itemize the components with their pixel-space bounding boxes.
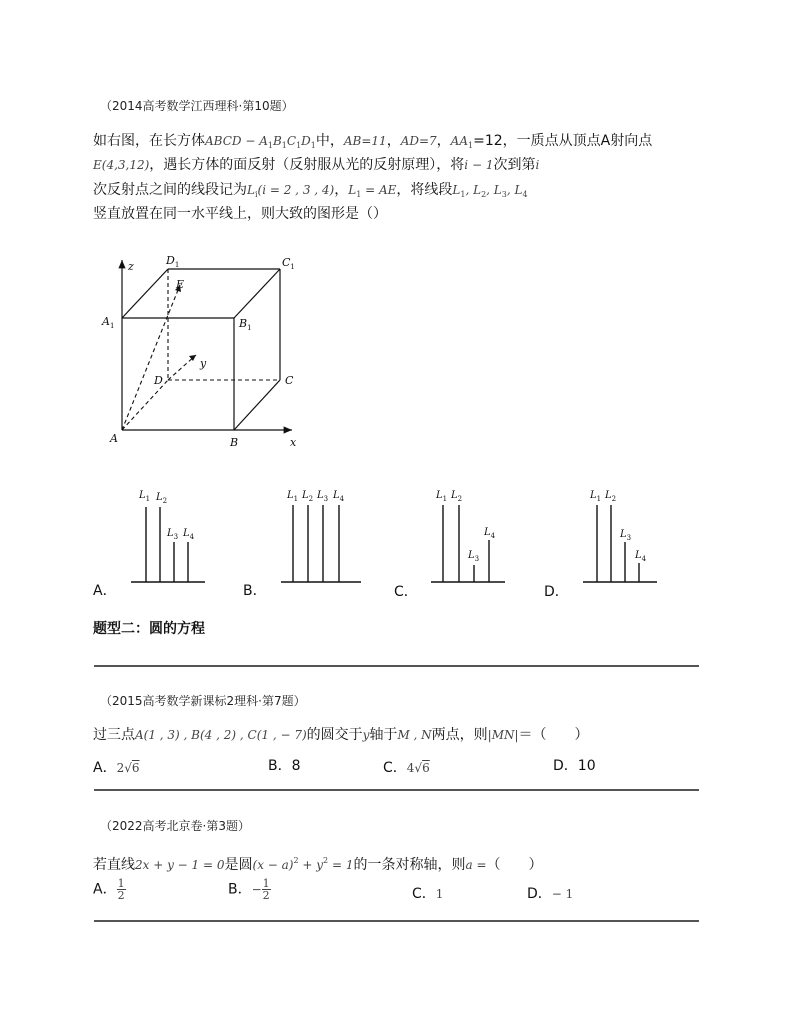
graph-a-label-l2: $L_2$	[156, 492, 168, 505]
section-title: 题型二：圆的方程	[93, 621, 205, 637]
q2-source: （2015高考数学新课标2理科·第7题）	[100, 694, 306, 708]
label-y: y	[200, 357, 207, 370]
q1-option-b[interactable]: B．	[243, 583, 267, 599]
graph-c-label-l4: $L_4$	[484, 527, 496, 540]
q1-option-d[interactable]: D．	[544, 584, 569, 600]
label-d1: $D_1$	[166, 254, 180, 269]
label-b1: $B_1$	[239, 317, 252, 332]
q3-source: （2022高考北京卷·第3题）	[100, 819, 250, 833]
q1-option-a[interactable]: A．	[93, 583, 117, 599]
graph-d-label-l4: $L_4$	[635, 550, 647, 563]
q1-line1: 如右图，在长方体ABCD − $A_1B_1C_1D_1$中，AB=11，AD=7，$AA_1=12$，一质点从顶点A射向点	[93, 133, 653, 150]
label-b: B	[230, 436, 239, 449]
graph-b-label-l4: $L_4$	[333, 490, 345, 503]
graph-b-label-l3: $L_3$	[317, 490, 329, 503]
label-e: E	[176, 278, 185, 291]
graph-a-label-l4: $L_4$	[183, 528, 195, 541]
fraction-half: $\frac{1}{2}$	[117, 877, 125, 902]
graph-labels	[138, 490, 647, 563]
q1-line4: 竖直放置在同一水平线上，则大致的图形是（）	[93, 206, 387, 222]
graph-d-label-l2: $L_2$	[605, 490, 617, 503]
graph-c-label-l2: $L_2$	[451, 490, 463, 503]
graph-a-label-l1: $L_1$	[139, 490, 151, 503]
option-graphs	[93, 480, 693, 600]
q3-option-c[interactable]: C．1	[412, 886, 444, 902]
graph-a-label-l3: $L_3$	[167, 528, 179, 541]
q3-option-d[interactable]: D．− 1	[527, 886, 574, 902]
q3-option-b[interactable]: B．− $\frac{1}{2}$	[228, 877, 270, 902]
q2-option-c[interactable]: C．4√6	[383, 760, 430, 776]
label-a: A	[110, 432, 118, 445]
q2-stem: 过三点A(1 , 3) , B(4 , 2) , C(1 , − 7)的圆交于y轴于M , N两点，则|MN|＝（ ）	[93, 727, 589, 743]
label-d: D	[154, 374, 163, 387]
graph-b-label-l1: $L_1$	[287, 490, 299, 503]
q3-stem: 若直线2x + y − 1 = 0是圆$(x - a)^2 + y^2 = 1$的一条对称轴，则a =（ ）	[93, 856, 543, 873]
q2-divider	[94, 789, 699, 791]
q1-option-c[interactable]: C．	[394, 584, 418, 600]
q2-option-d[interactable]: D．10	[553, 758, 596, 774]
label-a1: $A_1$	[102, 315, 115, 330]
q1-source: （2014高考数学江西理科·第10题）	[100, 99, 294, 113]
graph-c-label-l3: $L_3$	[468, 550, 480, 563]
fraction-neg-half: $\frac{1}{2}$	[262, 877, 270, 902]
q3-divider	[94, 920, 699, 922]
cuboid-edges	[122, 269, 280, 430]
graph-c-label-l1: $L_1$	[436, 490, 448, 503]
cuboid-figure	[100, 250, 310, 450]
box-name: ABCD − $A_1B_1C_1D_1$	[205, 134, 316, 150]
label-x: x	[290, 436, 297, 449]
graph-d-label-l1: $L_1$	[590, 490, 602, 503]
q2-option-a[interactable]: A．2√6	[93, 760, 140, 776]
q3-option-a[interactable]: A． $\frac{1}{2}$	[93, 877, 125, 902]
section-divider	[94, 665, 699, 667]
label-z: z	[128, 260, 134, 273]
graph-d-label-l3: $L_3$	[620, 529, 632, 542]
q2-option-b[interactable]: B．8	[268, 758, 301, 774]
graph-b-label-l2: $L_2$	[302, 490, 314, 503]
q1-line2: E(4,3,12)，遇长方体的面反射（反射服从光的反射原理），将i − 1次到第i	[93, 157, 540, 173]
q1-line3: 次反射点之间的线段记为$L_i(i = 2$ , 3 , 4)，$L_1$ = AE，将线段$L_1$, $L_2$, $L_3$, $L_4$	[93, 182, 528, 199]
label-c1: $C_1$	[282, 256, 295, 271]
label-c: C	[285, 374, 294, 387]
